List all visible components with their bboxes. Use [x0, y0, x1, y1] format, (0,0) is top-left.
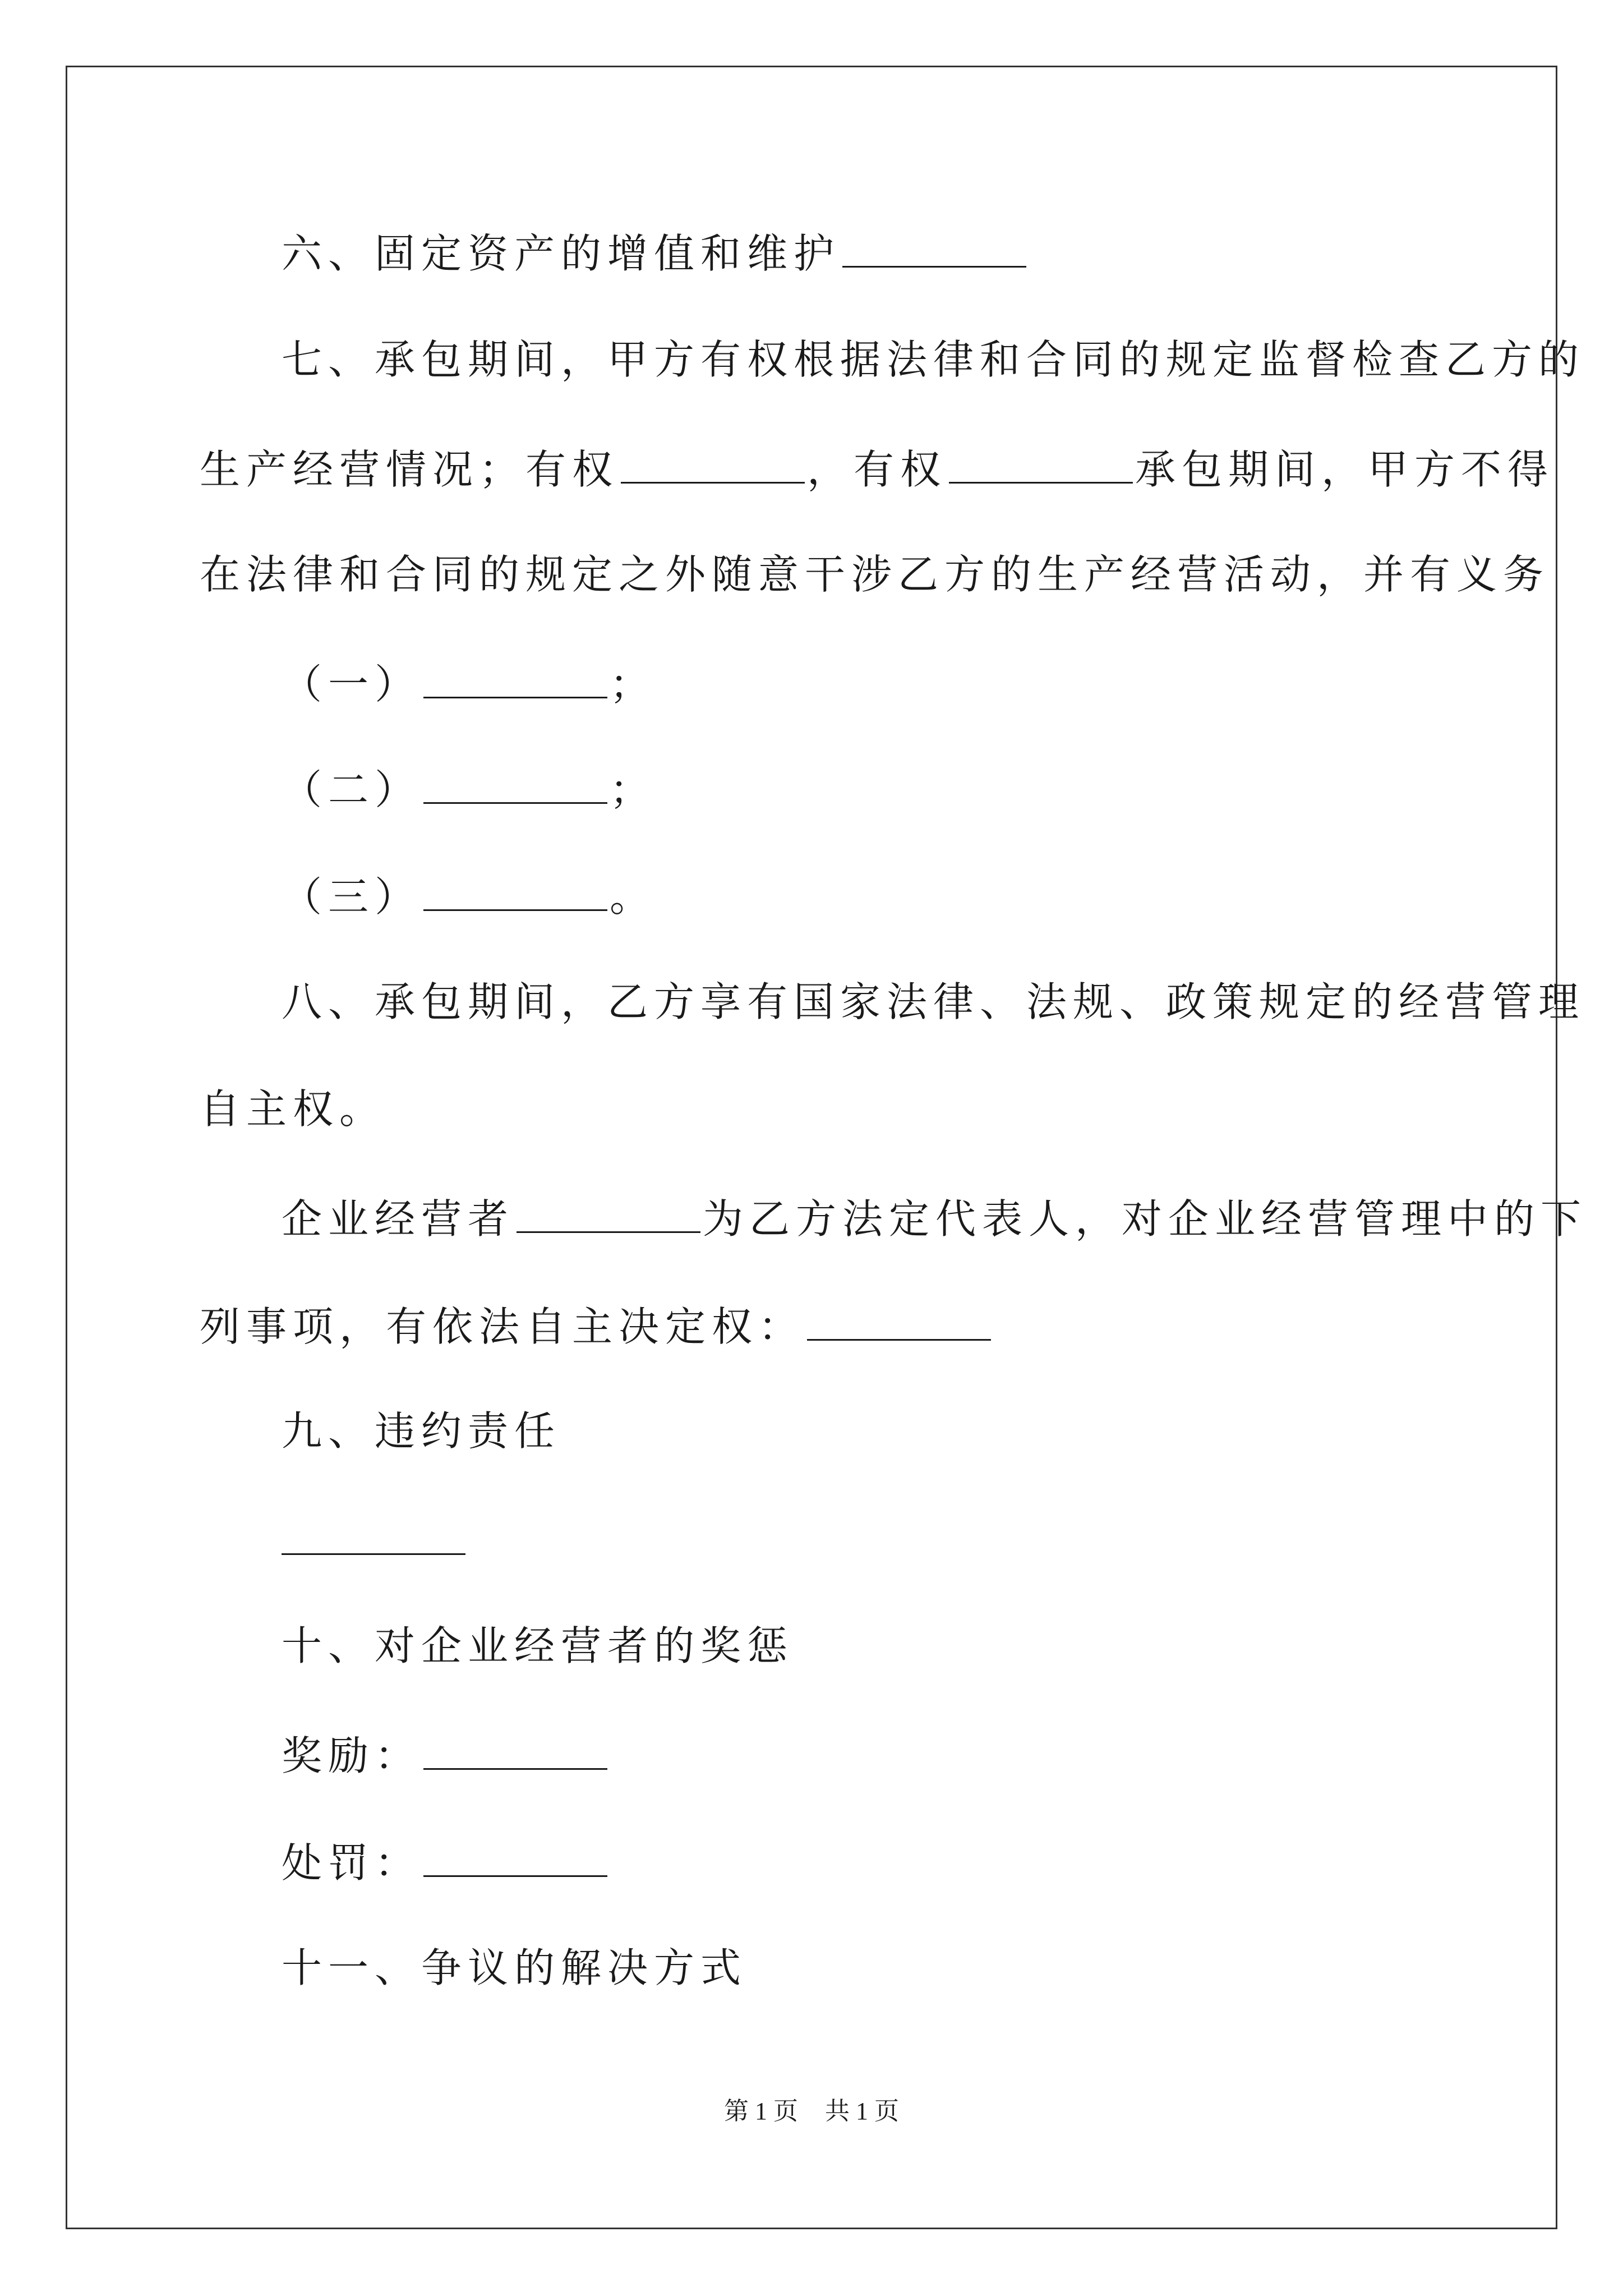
punctuation: 。 — [610, 873, 657, 921]
fill-blank[interactable] — [517, 1197, 700, 1233]
text-segment: 生产经营情况；有权 — [200, 446, 619, 493]
fill-blank[interactable] — [423, 1841, 607, 1877]
reward-line — [282, 1732, 610, 1779]
penalty-label: 处罚： — [282, 1839, 422, 1887]
text-segment: 列事项，有依法自主决定权： — [200, 1303, 805, 1350]
page-footer — [0, 2099, 1623, 2124]
operator-line-2 — [200, 1303, 993, 1350]
text-segment: ，有权 — [807, 446, 947, 493]
item-number: （三） — [282, 873, 422, 921]
text-segment: 承包期间，甲方不得 — [1135, 446, 1555, 493]
penalty-line — [282, 1839, 610, 1887]
fill-blank[interactable] — [807, 1304, 991, 1341]
punctuation: ； — [610, 766, 657, 813]
text-segment: 为乙方法定代表人，对企业经营管理中的下 — [703, 1195, 1588, 1243]
fill-blank[interactable] — [621, 447, 805, 484]
reward-label: 奖励： — [282, 1732, 422, 1779]
clause-10-heading: 十、对企业经营者的奖惩 — [282, 1622, 794, 1669]
clause-7-line-2 — [200, 446, 1555, 493]
clause-8-line-1: 八、承包期间，乙方享有国家法律、法规、政策规定的经营管理 — [282, 978, 1585, 1025]
item-number: （一） — [282, 661, 422, 708]
clause-8-line-2: 自主权。 — [200, 1085, 386, 1133]
operator-line-1 — [282, 1195, 1588, 1243]
fill-blank[interactable] — [842, 231, 1026, 268]
item-number: （二） — [282, 766, 422, 813]
clause-9-blank — [282, 1519, 468, 1561]
duty-item-2 — [282, 766, 657, 813]
fill-blank[interactable] — [949, 447, 1133, 484]
duty-item-3 — [282, 873, 657, 921]
page-border — [66, 66, 1557, 2229]
fill-blank[interactable] — [423, 875, 607, 911]
clause-6-text: 六、固定资产的增值和维护 — [282, 230, 841, 277]
clause-6 — [282, 230, 1029, 277]
page-total: 共 1 页 — [825, 2097, 899, 2125]
clause-11-heading: 十一、争议的解决方式 — [282, 1944, 748, 1991]
clause-7-line-1: 七、承包期间，甲方有权根据法律和合同的规定监督检查乙方的 — [282, 336, 1585, 383]
fill-blank[interactable] — [282, 1519, 465, 1555]
punctuation: ； — [610, 661, 657, 708]
fill-blank[interactable] — [423, 1733, 607, 1770]
clause-7-line-3: 在法律和合同的规定之外随意干涉乙方的生产经营活动，并有义务 — [200, 551, 1550, 598]
duty-item-1 — [282, 661, 657, 708]
fill-blank[interactable] — [423, 662, 607, 698]
clause-9-heading: 九、违约责任 — [282, 1407, 561, 1455]
fill-blank[interactable] — [423, 767, 607, 804]
text-segment: 企业经营者 — [282, 1195, 515, 1243]
page-number: 第 1 页 — [724, 2097, 798, 2125]
